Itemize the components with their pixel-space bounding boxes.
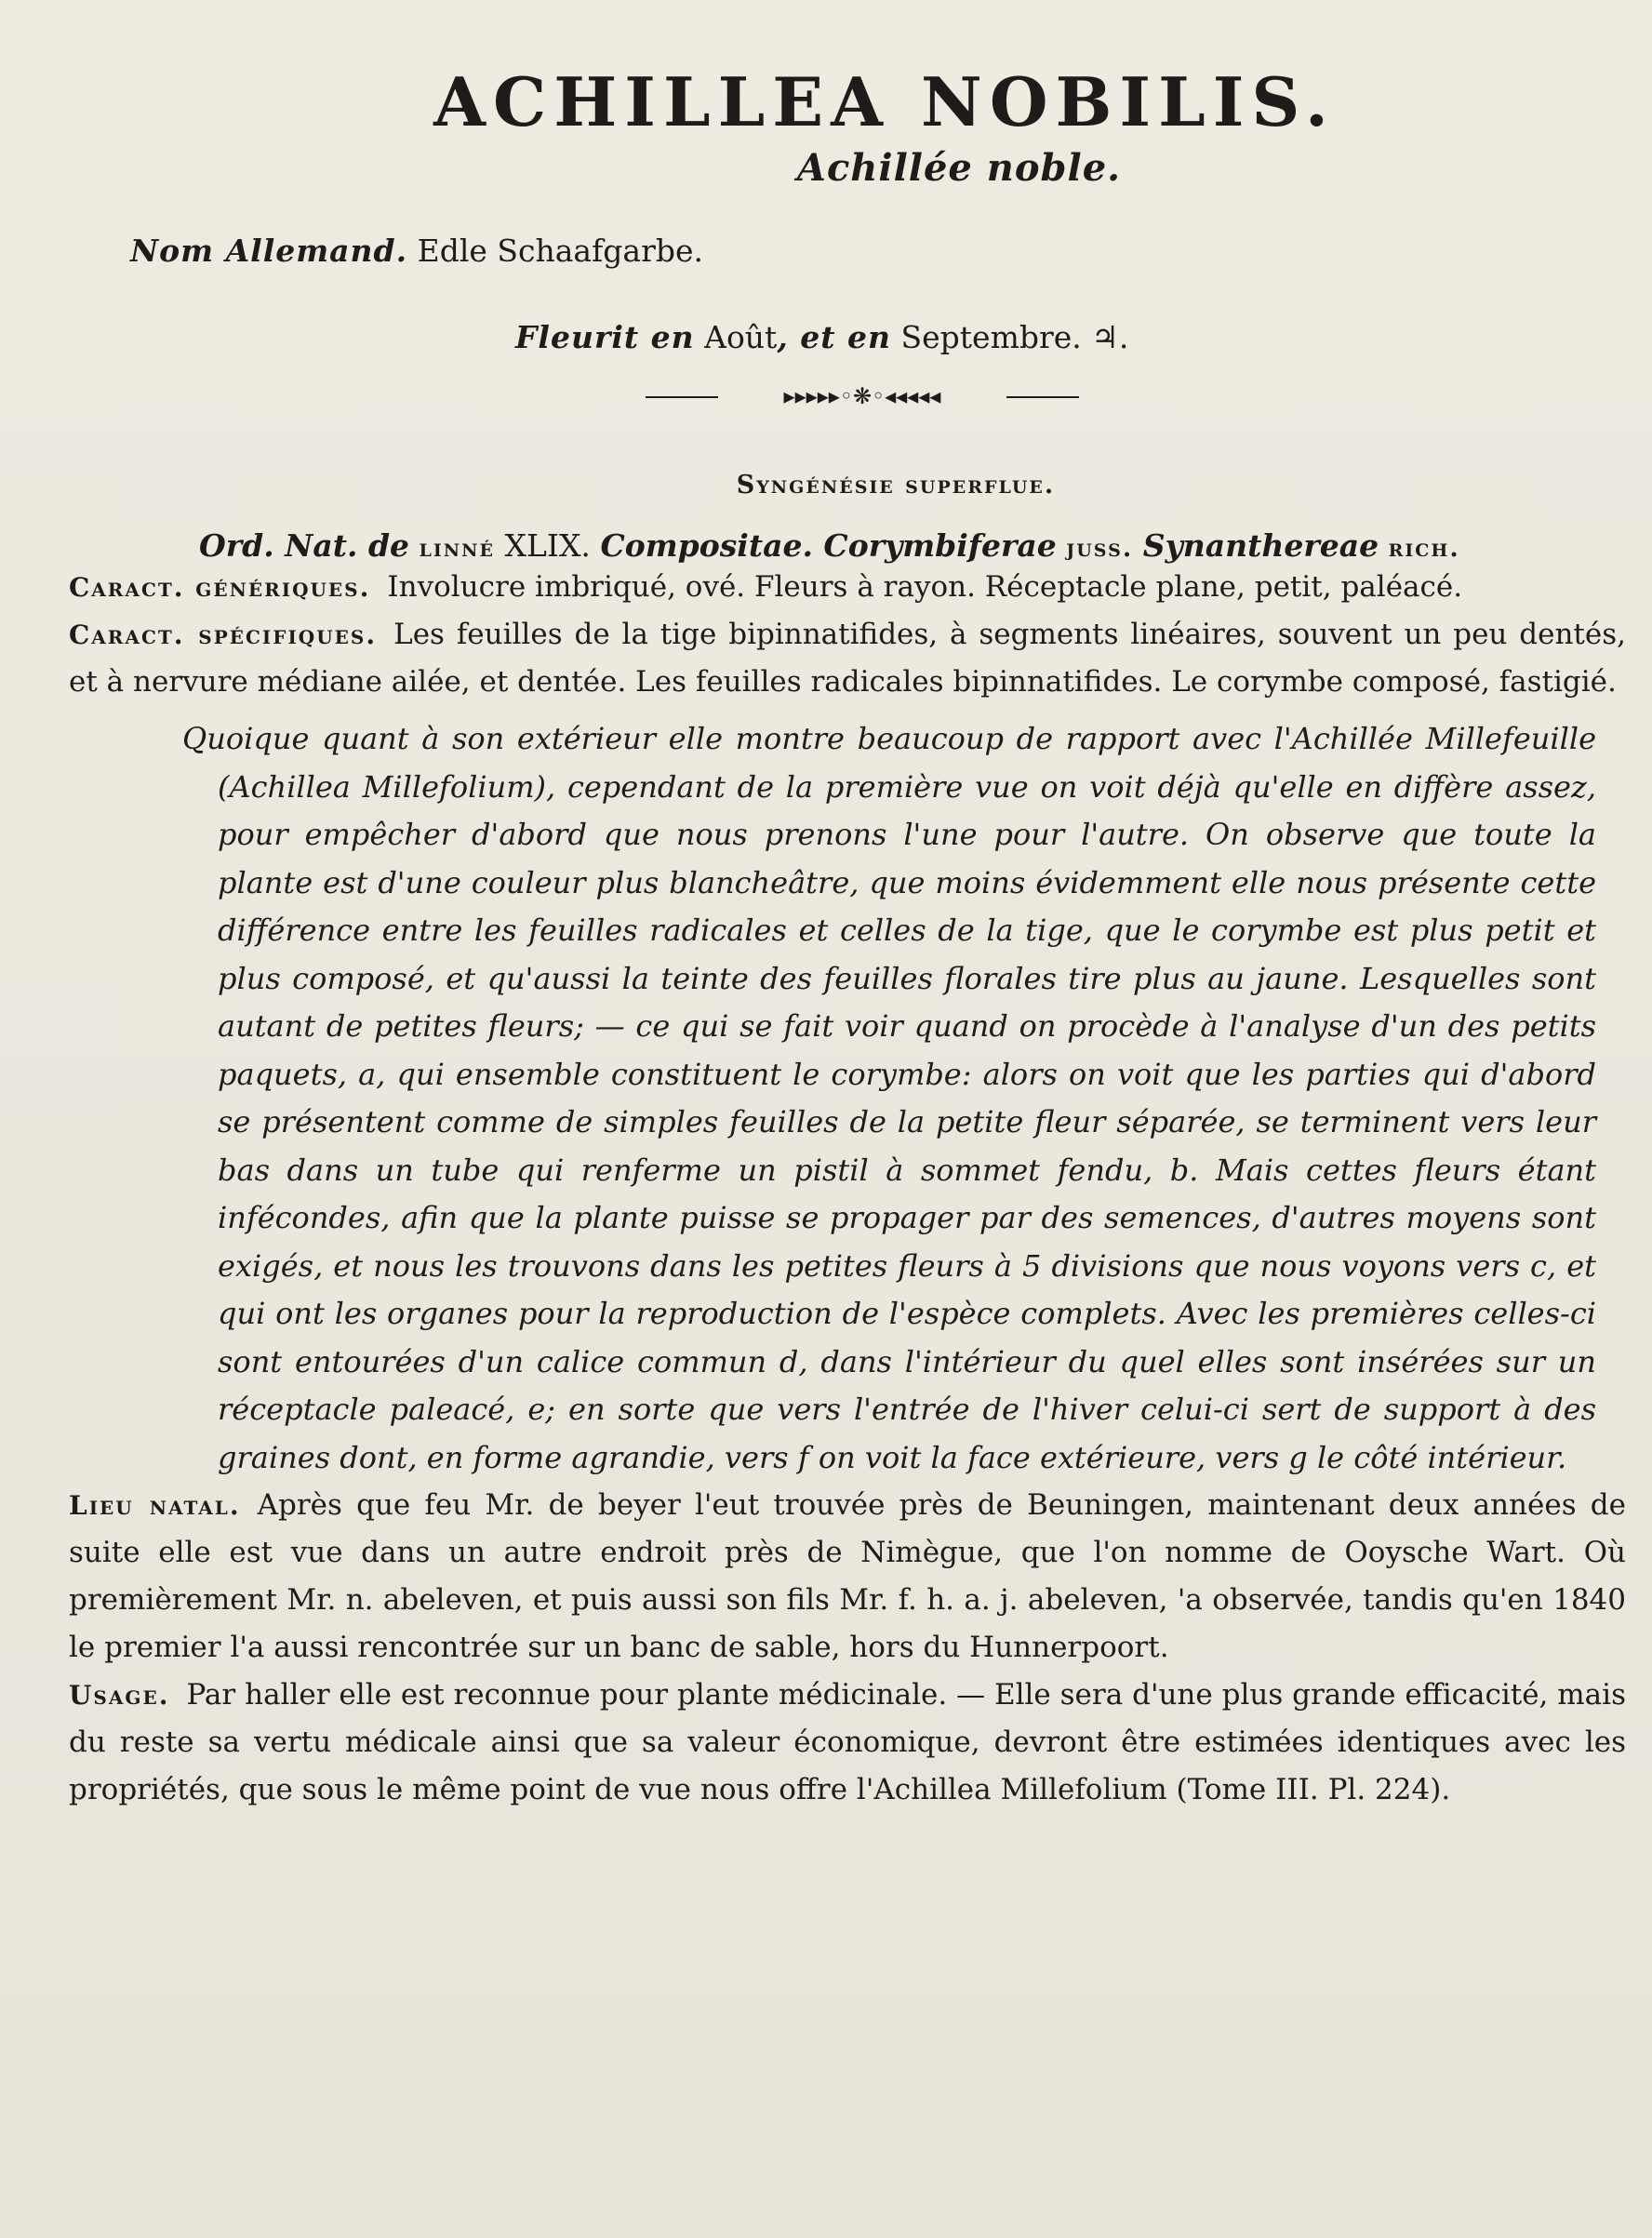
perennial-symbol: ♃. bbox=[1091, 319, 1129, 356]
usage-label: Usage. bbox=[69, 1680, 170, 1712]
flowering-period bbox=[515, 319, 1626, 355]
flowering-label-2: , et en bbox=[777, 319, 892, 356]
usage-section bbox=[69, 1672, 1626, 1814]
german-name bbox=[130, 233, 1626, 269]
flowering-month-1: Août bbox=[704, 319, 778, 356]
usage-text: Par haller elle est reconnue pour plante médicinale. — Elle sera d'une plus grande efficacité, mais du reste sa vertu médicale ainsi que sa valeur économique, devront être estimées identiques avec les propriétés, que sous le même point de vue nous offre l'Achillea Millefolium (Tome III. Pl. 224). bbox=[69, 1678, 1626, 1807]
specific-characters bbox=[69, 611, 1626, 706]
german-name-label: Nom Allemand. bbox=[130, 233, 408, 270]
ord-nat bbox=[199, 527, 1626, 564]
lieu-label: Lieu natal. bbox=[69, 1490, 241, 1522]
generic-characters bbox=[69, 564, 1626, 611]
german-name-value: Edle Schaafgarbe. bbox=[417, 233, 704, 270]
ord-nat-rich: rich. bbox=[1388, 534, 1460, 564]
ord-nat-label: Ord. Nat. de bbox=[199, 527, 410, 565]
ord-nat-synanth: Synanthereae bbox=[1142, 527, 1379, 565]
specific-label: Caract. spécifiques. bbox=[69, 619, 378, 651]
native-habitat bbox=[69, 1482, 1626, 1672]
ornament-divider: ▸▸▸▸▸◦❋◦◂◂◂◂◂ bbox=[646, 383, 1079, 409]
page-subtitle: Achillée noble. bbox=[796, 146, 1122, 191]
ord-nat-juss: juss. bbox=[1066, 534, 1134, 564]
description-paragraph: Quoique quant à son extérieur elle montre beaucoup de rapport avec l'Achillée Millefeuille (Achillea Millefolium), cependant de la première vue on voit déjà qu'elle en diffère assez, pour empêcher d'abord que nous prenons l'une pour l'autre. On observe que toute la plante est d'une couleur plus blancheâtre, que moins évidemment elle nous présente cette différence entre les feuilles radicales et celles de la tige, que le corymbe est plus petit et plus composé, et qu'aussi la teinte des feuilles florales tire plus au jaune. Lesquelles sont autant de petites fleurs; — ce qui se fait voir quand on procède à l'analyse d'un des petits paquets, a, qui ensemble constituent le corymbe: alors on voit que les parties qui d'abord se présentent comme de simples feuilles de la petite fleur séparée, se terminent vers leur bas dans un tube qui renferme un pistil à sommet fendu, b. Mais cettes fleurs étant infécondes, afin que la plante puisse se propager par des semences, d'autres moyens sont exigés, et nous les trouvons dans les petites fleurs à 5 divisions que nous voyons vers c, et qui ont les organes pour la reproduction de l'espèce complets. Avec les premières celles-ci sont entourées d'un calice commun d, dans l'intérieur du quel elles sont insérées sur un réceptacle paleacé, e; en sorte que vers l'entrée de l'hiver celui-ci sert de support à des graines dont, en forme agrandie, vers f on voit la face extérieure, vers g le côté intérieur. bbox=[182, 721, 1596, 1475]
ord-nat-number: XLIX. bbox=[504, 527, 591, 565]
ord-nat-compositae: Compositae. Corymbiferae bbox=[600, 527, 1057, 565]
generic-text: Involucre imbriqué, ové. Fleurs à rayon. Réceptacle plane, petit, paléacé. bbox=[387, 570, 1463, 605]
generic-label: Caract. génériques. bbox=[69, 572, 371, 604]
flowering-month-2: Septembre. bbox=[900, 319, 1082, 356]
classification: Syngénésie superflue. bbox=[736, 471, 1056, 500]
lieu-text: Après que feu Mr. de beyer l'eut trouvée près de Beuningen, maintenant deux années de suite elle est vue dans un autre endroit près de Nimègue, que l'on nomme de Ooysche Wart. Où premièrement Mr. n. abeleven, et puis aussi son fils Mr. f. h. a. j. abeleven, 'a observée, tandis qu'en 1840 le premier l'a aussi rencontrée sur un banc de sable, hors du Hunnerpoort. bbox=[69, 1488, 1626, 1665]
page-title: ACHILLEA NOBILIS. bbox=[433, 62, 1336, 141]
ord-nat-linne: linné bbox=[419, 534, 495, 564]
flowering-label-1: Fleurit en bbox=[515, 319, 695, 356]
specific-text: Les feuilles de la tige bipinnatifides, à segments linéaires, souvent un peu dentés, et à nervure médiane ailée, et dentée. Les feuilles radicales bipinnatifides. Le corymbe composé, fastigié. bbox=[69, 618, 1626, 699]
